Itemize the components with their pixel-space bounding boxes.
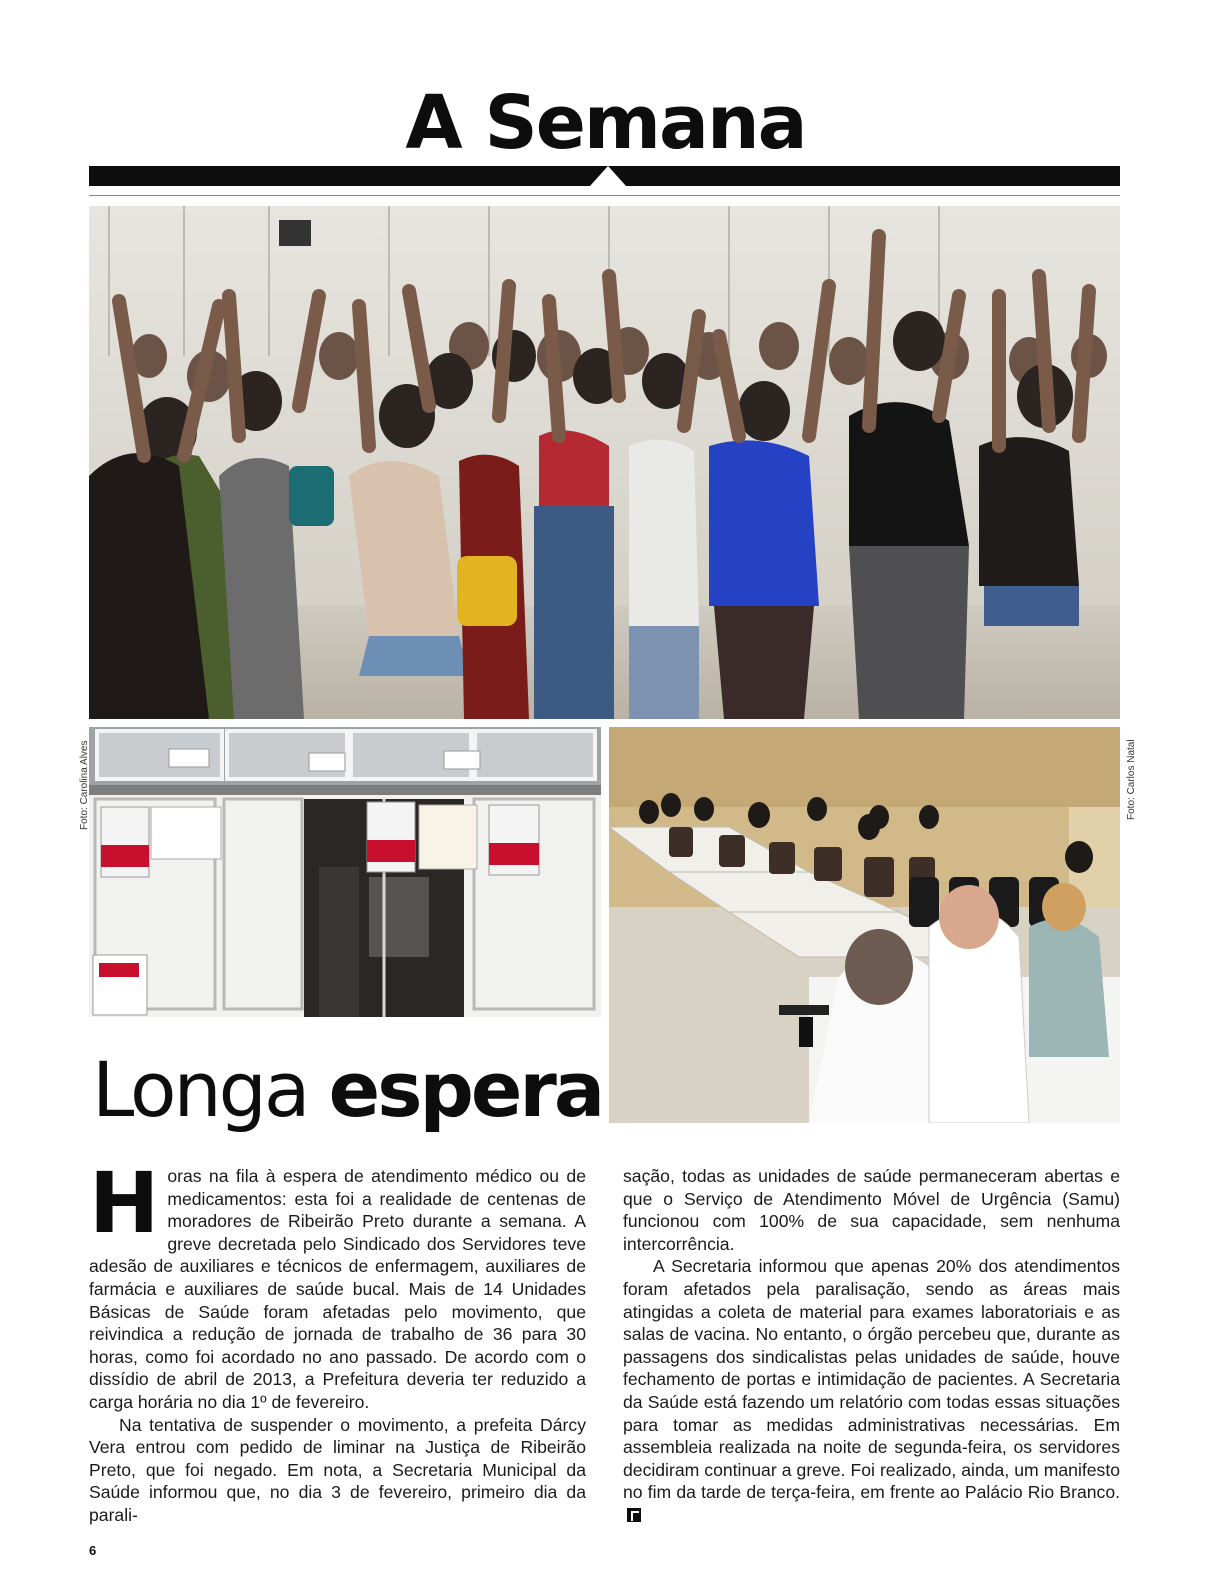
- headline-light: Longa: [92, 1045, 308, 1134]
- article-column-left: [89, 1154, 586, 1527]
- paragraph-3-text: A Secretaria informou que apenas 20% dos atendimentos foram afetados pela paralisação, sendo as áreas mais atingidas a coleta de material para exames laboratoriais e as salas de vacina. No entanto, o órgão percebeu que, durante as passagens dos sindicalistas pelas unidades de saúde, houve fechamento de portas e intimidação de pacientes. A Secretaria da Saúde está fazendo um relatório com todas essas situações para tomar as medidas administrativas necessárias. Em assembleia realizada na noite de segunda-feira, os servidores decidiram continuar a greve. Foi realizado, ainda, um manifesto no fim da tarde de terça-feira, em frente ao Palácio Rio Branco.: [623, 1256, 1120, 1503]
- dropcap: H: [89, 1154, 160, 1252]
- paragraph-1-text: oras na fila à espera de atendimento médico ou de medicamentos: esta foi a realidade de centenas de moradores de Ribeirão Preto durante a semana. A greve decretada pelo Sindicado dos Servidores teve adesão de auxiliares e técnicos de enfermagem, auxiliares de farmácia e auxiliares de saúde bucal. Mais de 14 Unidades Básicas de Saúde foram afetadas pelo movimento, que reivindica a redução de jornada de trabalho de 36 para 30 horas, como foi acordado no ano passado. De acordo com o dissídio de abril de 2013, a Prefeitura deveria ter reduzido a carga horária no dia 1º de fevereiro.: [89, 1166, 586, 1412]
- photo-meeting-room: [609, 727, 1120, 1123]
- paragraph-2-start: Na tentativa de suspender o movimento, a prefeita Dárcy Vera entrou com pedido de liminar na Justiça de Ribeirão Preto, que foi negado. Em nota, a Secretaria Municipal da Saúde informou que, no dia 3 de fevereiro, primeiro dia da parali-: [89, 1414, 586, 1525]
- headline-bold: espera: [328, 1045, 603, 1134]
- paragraph-1: [89, 1154, 586, 1414]
- section-title: A Semana: [405, 80, 806, 166]
- paragraph-3: [623, 1255, 1120, 1526]
- photo-credit-right: Foto: Carlos Natal: [1126, 739, 1137, 820]
- page-number: 6: [89, 1543, 97, 1558]
- title-rule: [89, 195, 1120, 196]
- paragraph-2-end: sação, todas as unidades de saúde permaneceram abertas e que o Serviço de Atendimento Móvel de Urgência (Samu) funcionou com 100% de sua capacidade, sem nenhuma intercorrência.: [623, 1166, 1120, 1254]
- photo-credit-left: Foto: Carolina Alves: [79, 740, 90, 830]
- end-mark-icon: [627, 1508, 641, 1522]
- main-photo-crowd: [89, 206, 1120, 719]
- title-notch: [590, 166, 626, 186]
- photo-clinic-entrance: [89, 727, 601, 1017]
- article-column-right: [623, 1165, 1120, 1527]
- article-headline: [92, 1045, 612, 1135]
